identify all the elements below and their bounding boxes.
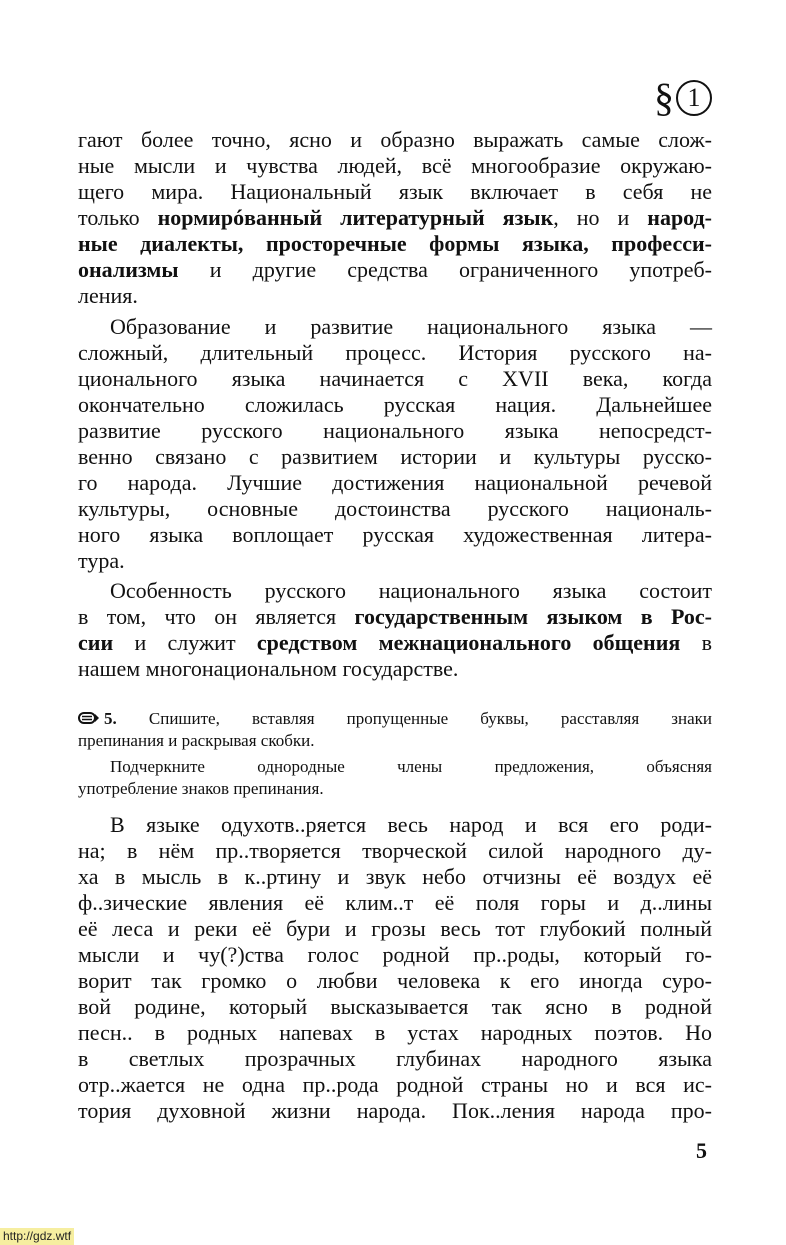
watermark-link[interactable]: http://gdz.wtf [0, 1228, 74, 1245]
paragraph-line [78, 179, 712, 205]
paragraph-line [78, 418, 712, 444]
section-symbol: § [654, 75, 674, 120]
exercise-text-line: песн.. в родных напевах в устах народных поэтов. Но [78, 1020, 712, 1045]
bold-term: народ- [647, 205, 712, 230]
paragraph-line [78, 283, 712, 309]
section-number: 1 [676, 80, 712, 116]
bold-term: ные диалекты, просторечные формы языка, професси- [78, 231, 712, 256]
text-run: Образование и развитие национального языка — [110, 314, 712, 339]
text-run: ного языка воплощает русская художественная литера- [78, 522, 712, 547]
exercise-task-line [78, 708, 712, 731]
text-run: в [680, 630, 712, 655]
exercise-task-text: Спишите, вставляя пропущенные буквы, расставляя знаки [148, 709, 712, 728]
text-run: и служит [113, 630, 257, 655]
exercise-text-line: на; в нём пр..творяется творческой силой народного ду- [78, 838, 712, 863]
text-run: тура. [78, 548, 125, 573]
paragraph-line [78, 548, 712, 574]
text-run: ные мысли и чувства людей, всё многообразие окружаю- [78, 153, 712, 178]
exercise-text-line: ф..зические явления её клим..т её поля горы и д..лины [78, 890, 712, 915]
exercise-text-line: ворит так громко о любви человека к его иногда суро- [78, 968, 712, 993]
paragraph-line [78, 153, 712, 179]
exercise-subtask-line: Подчеркните однородные члены предложения, объясняя [110, 757, 712, 776]
bold-term: средством межнационального общения [256, 630, 681, 655]
text-run: го народа. Лучшие достижения национальной речевой [78, 470, 712, 495]
bold-term: сии [78, 630, 114, 655]
paragraph-line [78, 366, 712, 392]
text-run: гают более точно, ясно и образно выражать самые слож- [78, 127, 712, 152]
bold-term: нормирóванный литературный язык [157, 205, 554, 230]
paragraph-line [78, 205, 712, 231]
exercise-task-line: препинания и раскрывая скобки. [78, 731, 315, 750]
text-run: культуры, основные достоинства русского националь- [78, 496, 712, 521]
paragraph-line [78, 392, 712, 418]
exercise-number: 5. [104, 709, 117, 728]
text-run: развитие русского национального языка непосредст- [78, 418, 712, 443]
paragraph-line [78, 444, 712, 470]
paragraph-line [78, 257, 712, 283]
text-run: окончательно сложилась русская нация. Дальнейшее [78, 392, 712, 417]
text-run: сложный, длительный процесс. История русского на- [78, 340, 712, 365]
paragraph-line [78, 127, 712, 153]
text-run: в том, что он является [78, 604, 355, 629]
paragraph-line [110, 314, 712, 340]
exercise-text-line: мысли и чу(?)ства голос родной пр..роды, который го- [78, 942, 712, 967]
text-run: нашем многонациональном государстве. [78, 656, 459, 681]
page-number: 5 [696, 1138, 707, 1163]
pencil-write-icon [78, 709, 100, 731]
exercise-text-line: её леса и реки её бури и грозы весь тот глубокий полный [78, 916, 712, 941]
paragraph-line [78, 630, 712, 656]
paragraph-line [78, 496, 712, 522]
paragraph-line [78, 522, 712, 548]
paragraph-line [78, 470, 712, 496]
paragraph-line [78, 231, 712, 257]
text-run: щего мира. Национальный язык включает в себя не [78, 179, 712, 204]
exercise-subtask-line: употребление знаков препинания. [78, 779, 324, 798]
text-run: венно связано с развитием истории и культуры русско- [78, 444, 712, 469]
text-run: и другие средства ограниченного употреб- [178, 257, 712, 282]
exercise-text-line: В языке одухотв..ряется весь народ и вся его роди- [110, 812, 712, 837]
paragraph-line [78, 604, 712, 630]
text-run: Особенность русского национального языка состоит [110, 578, 712, 603]
text-run: ления. [78, 283, 138, 308]
text-run: только [78, 205, 158, 230]
text-run: , но и [553, 205, 648, 230]
exercise-text-line: тория духовной жизни народа. Пок..ления народа про- [78, 1098, 712, 1123]
paragraph-line [110, 578, 712, 604]
text-run: ционального языка начинается с XVII века, когда [78, 366, 712, 391]
exercise-text-line: вой родине, который высказывается так ясно в родной [78, 994, 712, 1019]
section-marker [654, 76, 712, 120]
exercise-text-line: в светлых прозрачных глубинах народного языка [78, 1046, 712, 1071]
bold-term: государственным языком в Рос- [354, 604, 712, 629]
exercise-text-line: ха в мысль в к..ртину и звук небо отчизны её воздух её [78, 864, 712, 889]
paragraph-line [78, 656, 712, 682]
paragraph-line [78, 340, 712, 366]
bold-term: онализмы [78, 257, 179, 282]
exercise-text-line: отр..жается не одна пр..рода родной страны но и вся ис- [78, 1072, 712, 1097]
